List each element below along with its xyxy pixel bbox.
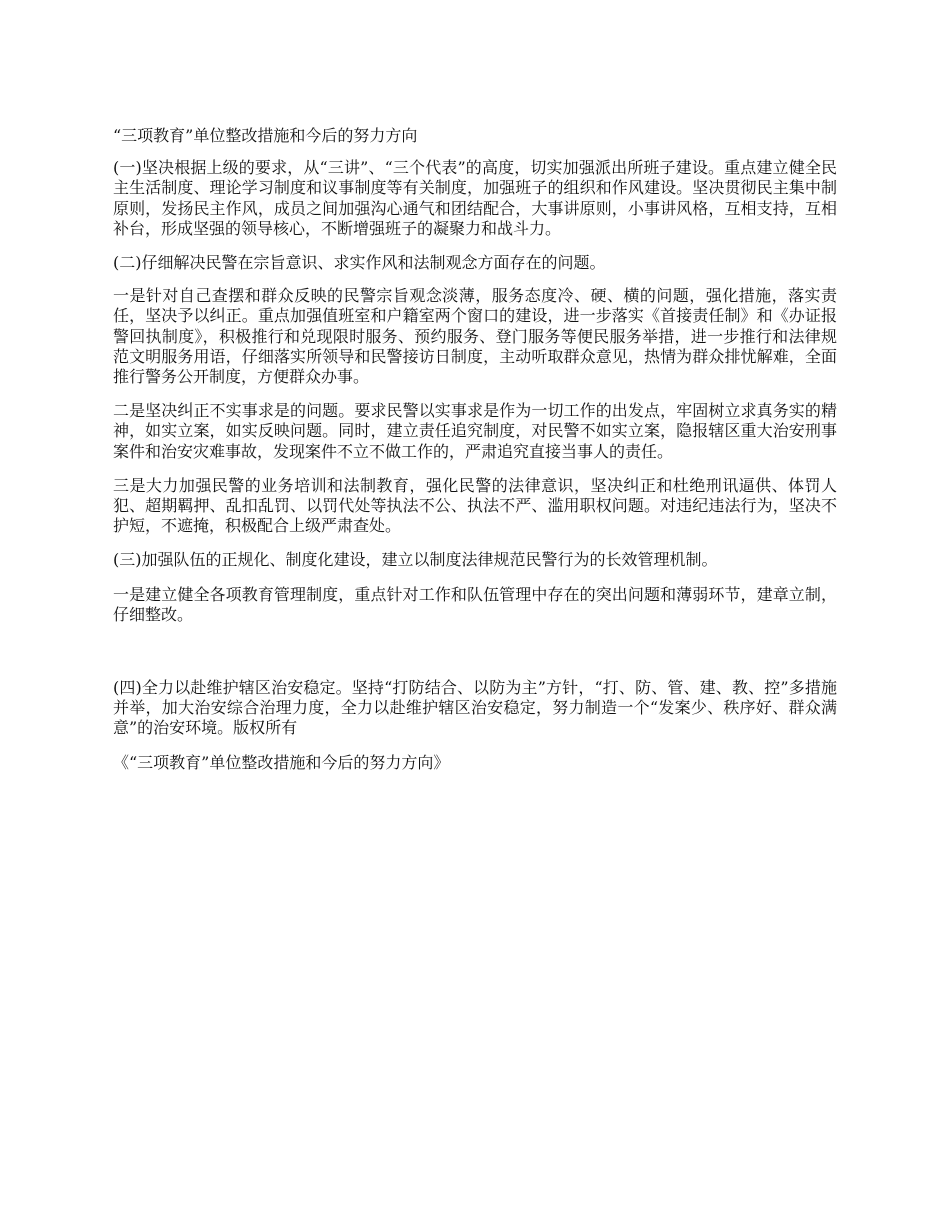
paragraph-2: (二)仔细解决民警在宗旨意识、求实作风和法制观念方面存在的问题。 (113, 253, 606, 273)
paragraph-4: 二是坚决纠正不实事求是的问题。要求民警以实事求是作为一切工作的出发点，牢固树立求真务实的精神，如实立案，如实反映问题。同时，建立责任追究制度，对民警不如实立案，隐报辖区重大治安刑事案件和治安灾难事故，发现案件不立不做工作的，严肃追究直接当事人的责任。 (113, 401, 837, 461)
paragraph-7: 一是建立健全各项教育管理制度，重点针对工作和队伍管理中存在的突出问题和薄弱环节，建章立制，仔细整改。 (113, 584, 837, 624)
paragraph-8: (四)全力以赴维护辖区治安稳定。坚持“打防结合、以防为主”方针，“打、防、管、建、教、控”多措施并举，加大治安综合治理力度，全力以赴维护辖区治安稳定，努力制造一个“发案少、秩序好、群众满意”的治安环境。版权所有 (113, 678, 837, 738)
paragraph-5: 三是大力加强民警的业务培训和法制教育，强化民警的法律意识，坚决纠正和杜绝刑讯逼供、体罚人犯、超期羁押、乱扣乱罚、以罚代处等执法不公、执法不严、滥用职权问题。对违纪违法行为，坚决不护短，不遮掩，积极配合上级严肃查处。 (113, 475, 837, 536)
document-page (113, 126, 837, 773)
paragraph-3: 一是针对自己查摆和群众反映的民警宗旨观念淡薄，服务态度冷、硬、横的问题，强化措施，落实责任，坚决予以纠正。重点加强值班室和户籍室两个窗口的建设，进一步落实《首接责任制》和《办证报警回执制度》，积极推行和兑现限时服务、预约服务、登门服务等便民服务举措，进一步推行和法律规范文明服务用语，仔细落实所领导和民警接访日制度，主动听取群众意见，热情为群众排忧解难，全面推行警务公开制度，方便群众办事。 (113, 286, 837, 387)
document-footer: 《“三项教育”单位整改措施和今后的努力方向》 (113, 752, 450, 772)
paragraph-6: (三)加强队伍的正规化、制度化建设，建立以制度法律规范民警行为的长效管理机制。 (113, 550, 718, 570)
paragraph-1: (一)坚决根据上级的要求，从“三讲”、“三个代表”的高度，切实加强派出所班子建设。重点建立健全民主生活制度、理论学习制度和议事制度等有关制度，加强班子的组织和作风建设。坚决贯彻民主集中制原则，发扬民主作风，成员之间加强沟心通气和团结配合，大事讲原则，小事讲风格，互相支持，互相补台，形成坚强的领导核心，不断增强班子的凝聚力和战斗力。 (113, 158, 837, 238)
document-title: “三项教育”单位整改措施和今后的努力方向 (113, 126, 418, 145)
